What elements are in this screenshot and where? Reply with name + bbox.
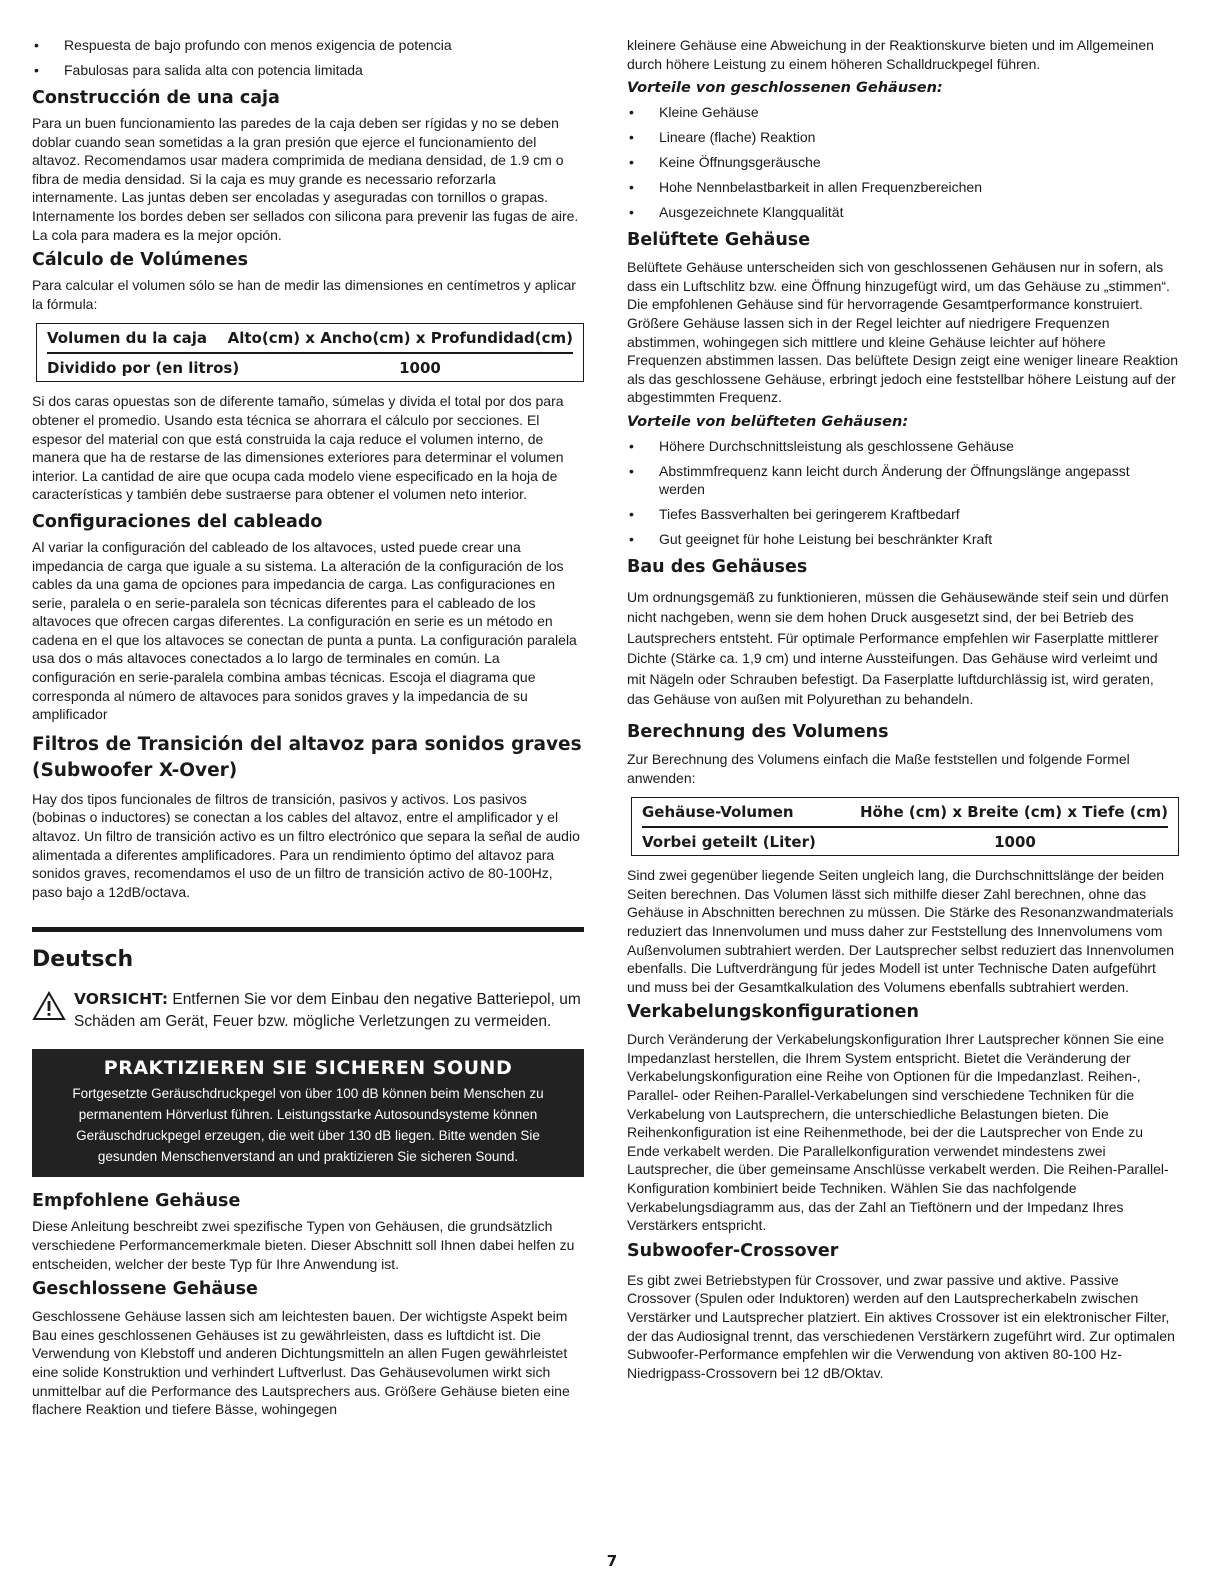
paragraph-belueftete: Belüftete Gehäuse unterscheiden sich von geschlossenen Gehäusen nur in sofern, als dass ein Luftschlitz bzw. eine Öffnung hinzugefügt wird, um das Gehäuse zu „stimmen“. Die empfohlenen Gehäuse sind für hervorragende Gesamtperformance konstruiert. Größere Gehäuse lassen sich in der Regel leichter auf niedrigere Frequenzen abstimmen, wohingegen sich mittlere und kleine Gehäuse leichter auf höhere Frequenzen abstimmen lassen. Das belüftete Design zeigt eine weniger lineare Reaktion als das geschlossene Gehäuse, erbringt jedoch eine feststellbar höhere Leistung auf der abgestimmten Frequenz. xyxy=(627,259,1178,406)
bullet-list-vorteile-belueftet xyxy=(627,437,1179,548)
heading-line: Filtros de Transición del altavoz para sonidos graves xyxy=(32,733,582,755)
list-item: • Höhere Durchschnittsleistung als geschlossene Gehäuse xyxy=(627,437,1179,455)
language-heading-deutsch: Deutsch xyxy=(32,947,134,973)
list-item: • Ausgezeichnete Klangqualität xyxy=(627,203,1179,221)
paragraph-calculo: Para calcular el volumen sólo se han de medir las dimensiones en centímetros y aplicar la fórmula: xyxy=(32,277,576,312)
formula-expression: Höhe (cm) x Breite (cm) x Tiefe (cm) xyxy=(859,803,1168,822)
section-heading-calculo: Cálculo de Volúmenes xyxy=(32,250,248,271)
formula-label-divided: Vorbei geteilt (Liter) xyxy=(642,833,816,852)
section-heading-filtros xyxy=(32,732,584,784)
paragraph-construccion: Para un buen funcionamiento las paredes de la caja deben ser rígidas y no se deben doblar cuando sean sometidas a la gran presión que ejerce el funcionamiento del altavoz. Recomendamos usar madera comprimida de mediana densidad, de 1.9 cm o fibra de media densidad. Si la caja es muy grande es necessario reforzarla internamente. Las juntas deben ser encoladas y aseguradas con tornillos o grapas. Internamente los bordes deben ser sellados con silicona para prevenir las fugas de aire. La cola para madera es la mejor opción. xyxy=(32,115,579,243)
paragraph-bau: Um ordnungsgemäß zu funktionieren, müssen die Gehäusewände steif sein und dürfen nicht nachgeben, wenn sie dem hohen Druck ausgesetzt sind, der bei Betrieb des Lautsprechers entsteht. Für optimale Performance empfehlen wir Faserplatte mittlerer Dichte (Stärke ca. 1,9 cm) und interne Aussteifungen. Das Gehäuse wird verleimt und mit Nägeln oder Schrauben befestigt. Da Faserplatte luftdurchlässig ist, wird geraten, das Gehäuse von außen mit Polyurethan zu behandeln. xyxy=(627,588,1169,708)
left-column xyxy=(32,36,584,1419)
section-heading-subwoofer: Subwoofer-Crossover xyxy=(627,1240,839,1261)
paragraph-verkabelung: Durch Veränderung der Verkabelungskonfiguration Ihrer Lautsprecher können Sie eine Impedanzlast herstellen, die Ihrem System entspricht. Bietet die Veränderung der Verkabelungskonfiguration eine Reihe von Optionen für die Impedanzlast. Reihen-, Parallel- oder Reihen-Parallel-Verkabelungen sind verschiedene Techniken für die Verkabelung von Lautsprechern, die unterschiedliche Belastungen bieten. Die Reihenkonfiguration ist eine Reihenmethode, bei der die Lautsprecher von Ende zu Ende verkabelt werden. Die Parallelkonfiguration verwendet mindestens zwei Lautsprecher, die über gemeinsame Anschlüsse verkabelt werden. Die Reihen-Parallel-Konfiguration kombiniert beide Techniken. Wählen Sie das nachfolgende Verkabelungsdiagramm aus, das der Zahl an Tieftönern und der Impedanz Ihres Verstärkers entspricht. xyxy=(627,1031,1169,1234)
paragraph-geschlossene: Geschlossene Gehäuse lassen sich am leichtesten bauen. Der wichtigste Aspekt beim Bau eines geschlossenen Gehäuses ist zu gewährleisten, dass es luftdicht ist. Die Verwendung von Klebstoff und anderen Dichtungsmitteln an allen Fugen gewährleistet eine solide Konstruktion und verhindert Luftverlust. Das Gehäusevolumen wirkt sich unmittelbar auf die Performance des Lautsprechers aus. Größere Gehäuse bieten eine flachere Reaktion und tiefere Bässe, wohingegen xyxy=(32,1308,570,1418)
list-item: • Tiefes Bassverhalten bei geringerem Kraftbedarf xyxy=(627,505,1179,523)
section-heading-verkabelung: Verkabelungskonfigurationen xyxy=(627,1002,920,1023)
formula-label-volume: Gehäuse-Volumen xyxy=(642,803,794,822)
right-column xyxy=(627,36,1179,1382)
formula-divisor: 1000 xyxy=(399,359,441,378)
list-item: • Keine Öffnungsgeräusche xyxy=(627,153,1179,171)
warning-text: Entfernen Sie vor dem Einbau den negative Batteriepol, um Schäden am Gerät, Feuer bzw. mögliche Verletzungen zu vermeiden. xyxy=(74,991,581,1031)
list-item: • Respuesta de bajo profundo con menos exigencia de potencia xyxy=(32,36,584,54)
section-heading-belueftete: Belüftete Gehäuse xyxy=(627,230,811,251)
bullet-list-advantages xyxy=(32,36,584,79)
subheading-vorteile-geschlossen: Vorteile von geschlossenen Gehäusen: xyxy=(627,80,943,97)
formula-label-volume: Volumen du la caja xyxy=(47,329,208,348)
paragraph-cableado: Al variar la configuración del cableado de los altavoces, usted puede crear una impedancia de carga que iguale a su sistema. La alteración de la configuración de los cables da una gama de opciones para impedancia de carga. Las configuraciones en serie, paralela o en serie-paralela son técnicas diferentes para el cableado de los altavoces que ofrecen cargas diferentes. La configuración en serie es un método en cadena en el que los altavoces se conectan de punta a punta. La configuración paralela usa dos o más altavoces conectados a lo largo de terminales en común. La configuración en serie-paralela combina ambas técnicas. Escoja el diagrama que corresponda al número de altavoces para sonidos graves y la impedancia de su amplificador xyxy=(32,538,577,723)
list-item: • Hohe Nennbelastbarkeit in allen Frequenzbereichen xyxy=(627,178,1179,196)
list-item: • Kleine Gehäuse xyxy=(627,103,1179,121)
page-number: 7 xyxy=(606,1552,618,1570)
section-heading-cableado: Configuraciones del cableado xyxy=(32,511,323,532)
subheading-vorteile-belueftet: Vorteile von belüfteten Gehäusen: xyxy=(627,413,909,430)
paragraph-intro: kleinere Gehäuse eine Abweichung in der Reaktionskurve bieten und im Allgemeinen durch höhere Leistung zu einem höheren Schalldruckpegel führen. xyxy=(627,37,1154,72)
formula-label-divided: Dividido por (en litros) xyxy=(47,359,240,378)
list-item: • Fabulosas para salida alta con potencia limitada xyxy=(32,61,584,79)
paragraph-berechnung-2: Sind zwei gegenüber liegende Seiten ungleich lang, die Durchschnittslänge der beiden Seiten berechnen. Das Volumen lässt sich mithilfe dieser Zahl berechnen, ohne das Gehäuse in Abschnitten berechnen zu müssen. Die Stärke des Resonanzwandmaterials reduziert das Innenvolumen und muss daher zur Feststellung des Innenvolumens vom Außenvolumen subtrahiert werden. Der Lautsprecher selbst reduziert das Innenvolumen ebenfalls. Die Luftverdrängung für jedes Modell ist unter Technische Daten aufgeführt und muss bei der Gesamtkalkulation des Volumens ebenfalls subtrahiert werden. xyxy=(627,867,1175,995)
formula-expression: Alto(cm) x Ancho(cm) x Profundidad(cm) xyxy=(227,329,573,348)
paragraph-berechnung: Zur Berechnung des Volumens einfach die Maße feststellen und folgende Formel anwenden: xyxy=(627,750,1130,786)
safe-sound-box xyxy=(32,1049,584,1177)
formula-box-de xyxy=(631,797,1179,856)
section-heading-empfohlene: Empfohlene Gehäuse xyxy=(32,1191,241,1212)
paragraph-subwoofer: Es gibt zwei Betriebstypen für Crossover, und zwar passive und aktive. Passive Crossover (Spulen oder Induktoren) werden auf den Lautsprecherkabeln zwischen Verstärker und Lautsprecher platziert. Ein aktives Crossover ist ein elektronischer Filter, der das Audiosignal trennt, das verschiedenen Verstärkern zugeführt wird. Zur optimalen Subwoofer-Performance empfehlen wir die Verwendung von aktiven 80-100 Hz-Niedrigpass-Crossovern bei 12 dB/Oktav. xyxy=(627,1271,1175,1381)
section-heading-construccion: Construcción de una caja xyxy=(32,88,280,108)
warning-label: VORSICHT: xyxy=(74,990,169,1009)
list-item: • Lineare (flache) Reaktion xyxy=(627,128,1179,146)
safe-sound-body: Fortgesetzte Geräuschdruckpegel von über 100 dB können beim Menschen zu permanentem Hörverlust führen. Leistungsstarke Autosoundsysteme können Geräuschdruckpegel erzeugen, die weit über 130 dB liegen. Bitte wenden Sie gesunden Menschenverstand an und praktizieren Sie sicheren Sound. xyxy=(72,1086,544,1165)
warning-triangle-icon xyxy=(32,991,66,1021)
section-heading-bau: Bau des Gehäuses xyxy=(627,556,808,577)
formula-divisor: 1000 xyxy=(994,833,1036,852)
list-item: • Abstimmfrequenz kann leicht durch Änderung der Öffnungslänge angepasst werden xyxy=(627,462,1179,498)
section-heading-geschlossene: Geschlossene Gehäuse xyxy=(32,1279,258,1300)
list-item: • Gut geeignet für hohe Leistung bei beschränkter Kraft xyxy=(627,530,1179,548)
section-divider xyxy=(32,927,584,932)
bullet-list-vorteile-geschlossen xyxy=(627,103,1179,221)
warning-notice xyxy=(32,988,584,1033)
formula-box-es xyxy=(36,323,584,382)
paragraph-empfohlene: Diese Anleitung beschreibt zwei spezifische Typen von Gehäusen, die grundsätzlich verschiedene Performancemerkmale bieten. Dieser Abschnitt soll Ihnen dabei helfen zu entscheiden, welcher der beste Typ für Ihre Anwendung ist. xyxy=(32,1218,575,1272)
heading-line: (Subwoofer X-Over) xyxy=(32,759,238,781)
paragraph-calculo-2: Si dos caras opuestas son de diferente tamaño, súmelas y divida el total por dos para obtener el promedio. Usando esta técnica se ahorrara el cálculo por secciones. El espesor del material con que está construida la caja reduce el volumen interno, de manera que ha de restarse de las dimensiones exteriores para determinar el volumen interior. La cantidad de aire que ocupa cada modelo viene especificado en la hoja de características y también debe sustraerse para obtener el volumen neto interior. xyxy=(32,393,564,503)
safe-sound-title: PRAKTIZIEREN SIE SICHEREN SOUND xyxy=(103,1057,513,1080)
section-heading-berechnung: Berechnung des Volumens xyxy=(627,721,889,742)
paragraph-filtros: Hay dos tipos funcionales de filtros de transición, pasivos y activos. Los pasivos (bobinas o inductores) se conectan a los cables del altavoz, entre el amplificador y el altavoz. Un filtro de transición activo es un filtro electrónico que separa la señal de audio alimentada a diferentes amplificadores. Para un rendimiento óptimo del altavoz para sonidos graves, recomendamos el uso de un filtro de transición activo de 80-100Hz, paso bajo a 12dB/octava. xyxy=(32,790,580,900)
